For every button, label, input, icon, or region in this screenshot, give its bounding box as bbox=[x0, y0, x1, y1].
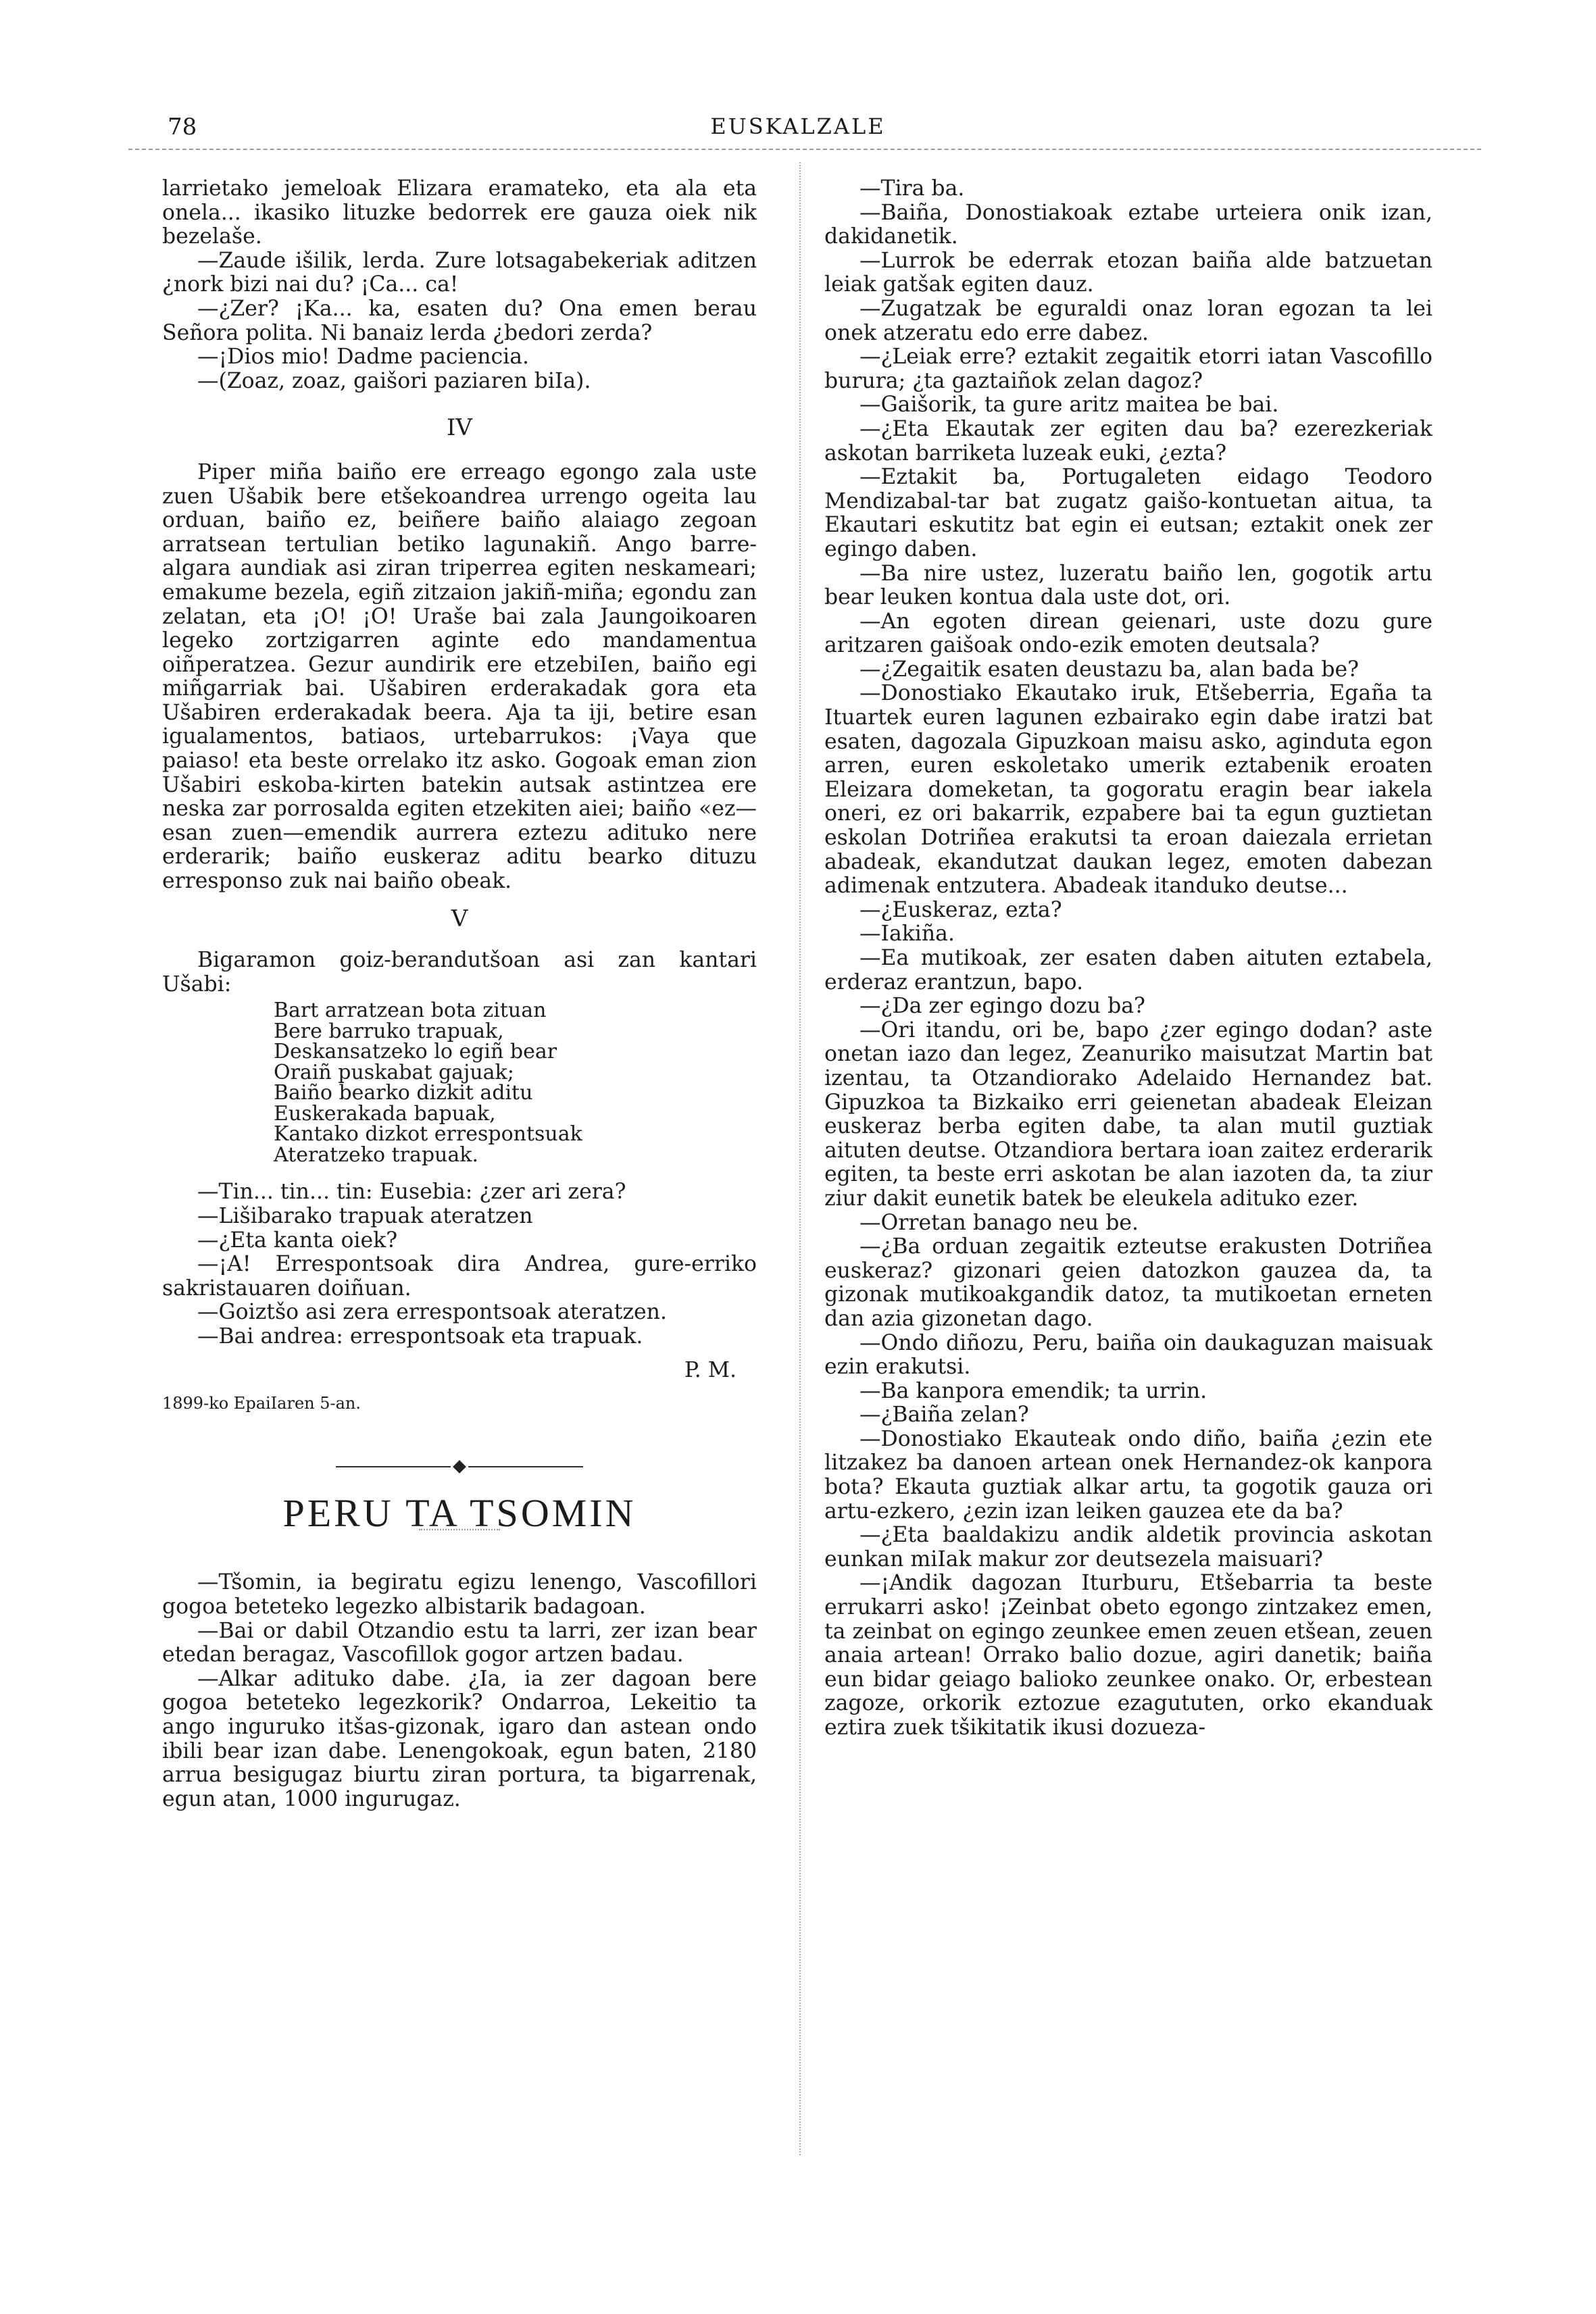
paragraph: —Tira ba. bbox=[859, 176, 965, 201]
poem-line: Kantako dizkot errespontsuak bbox=[274, 1122, 582, 1147]
paragraph: —Zaude išilik, lerda. Zure lotsagabekeriak aditzen ¿nork bizi nai du? ¡Ca... ca! bbox=[162, 248, 757, 297]
section-heading-v: V bbox=[451, 905, 468, 932]
signature: P. M. bbox=[684, 1357, 737, 1382]
paragraph: —¿Zegaitik esaten deustazu ba, alan bada be? bbox=[859, 657, 1360, 682]
running-title: EUSKALZALE bbox=[710, 114, 886, 139]
paragraph: —Donostiako Ekautako iruk, Etšeberria, Egaña ta Ituartek euren lagunen ezbairako egin dabe iratzi bat esaten, dagozala Gipuzkoan maisu asko, aginduta egon arren, euren eskoletako umerik eztabenik eroaten Eleizara domeketan, ta gogoratu eragin bear iakela oneri, ez ori bakarrik, ezpabere bai ta egun guztietan eskolan Dotriñea erakutsi ta eroan daiezala errietan abadeak, ekandutzat daukan legez, emoten dabezan adimenak entzutera. Abadeak itanduko deutse... bbox=[824, 681, 1432, 899]
poem-line: Baiño bearko dizkit aditu bbox=[274, 1081, 533, 1105]
paragraph: —Lurrok be ederrak etozan baiña alde batzuetan leiak gatšak egiten dauz. bbox=[824, 248, 1432, 297]
paragraph: —¡A! Errespontsoak dira Andrea, gure-erriko sakristauaren doiñuan. bbox=[162, 1252, 757, 1301]
paragraph: —¿Eta Ekautak zer egiten dau ba? ezerezkeriak askotan barriketa luzeak euki, ¿ezta? bbox=[824, 416, 1432, 466]
header-rule bbox=[128, 149, 1481, 150]
paragraph: Bigaramon goiz-berandutšoan asi zan kantari Ušabi: bbox=[162, 948, 757, 997]
section-heading-iv: IV bbox=[447, 414, 472, 442]
poem-line: Bart arratzean bota zituan bbox=[274, 999, 547, 1023]
paragraph: —Alkar adituko dabe. ¿Ia, ia zer dagoan bere gogoa beteteko legezkorik? Ondarroa, Lekeitio ta ango inguruko itšas-gizonak, igaro dan astean ondo ibili bear izan dabe. Lenengokoak, egun baten, 2180 arrua besigugaz biurtu ziran portura, ta bigarrenak, egun atan, 1000 ingurugaz. bbox=[162, 1666, 757, 1811]
paragraph: —An egoten direan geienari, uste dozu gure aritzaren gaišoak ondo-ezik emoten deutsala? bbox=[824, 609, 1432, 658]
paragraph: —Gaišorik, ta gure aritz maitea be bai. bbox=[859, 393, 1279, 418]
paragraph: —Baiña, Donostiakoak eztabe urteiera onik izan, dakidanetik. bbox=[824, 200, 1432, 249]
diamond-icon bbox=[453, 1460, 466, 1474]
dateline: 1899-ko EpaiIaren 5-an. bbox=[162, 1394, 361, 1413]
ornament-rule bbox=[468, 1466, 583, 1467]
poem-line: Deskansatzeko lo egiñ bear bbox=[274, 1040, 557, 1064]
paragraph: —Eztakit ba, Portugaleten eidago Teodoro Mendizabal-tar bat zugatz gaišo-kontuetan aitua, ta Ekautari eskutitz bat egin ei eutsan; eztakit onek zer egingo daben. bbox=[824, 465, 1432, 561]
paragraph: —Iakiña. bbox=[859, 922, 955, 947]
poem-line: Ateratzeko trapuak. bbox=[274, 1142, 478, 1167]
page-number: 78 bbox=[168, 114, 197, 141]
poem bbox=[274, 1001, 757, 1165]
paragraph: larrietako jemeloak Elizara eramateko, eta ala eta onela... ikasiko lituzke bedorrek ere gauza oiek nik bezelaše. bbox=[162, 176, 757, 249]
paragraph: Piper miña baiño ere erreago egongo zala uste zuen Ušabik bere etšekoandrea urrengo ogeita lau orduan, baiño ez, beiñere baiño alaiago zegoan arratsean tertulian betiko lagunakiñ. Ango barre-algara aundiak asi ziran triperrea egiten neskameari; emakume bezela, egiñ zitzaion jakiñ-miña; egondu zan zelatan, eta ¡O! ¡O! Uraše bai zala Jaungoikoaren legeko zortzigarren aginte edo mandamentua oiñperatzea. Gezur aundirik ere etzebiIen, baiño egi miñgarriak bai. Ušabiren erderakadak gora eta Ušabiren erderakadak beera. Aja ta iji, betire esan igualamentos, batiaos, urtebarrukos: ¡Vaya que paiaso! eta beste orrelako itz asko. Gogoak eman zion Ušabiri eskoba-kirten batekin autsak astintzea ere neska zar porrosalda egiten etzekiten aiei; baiño «ez—esan zuen—emendik aurrera eztezu adituko nere erderarik; baiño euskeraz aditu bearko dituzu erresponso zuk nai baiño obeak. bbox=[162, 459, 757, 894]
ornament-rule bbox=[336, 1466, 451, 1467]
paragraph: —Bai or dabil Otzandio estu ta larri, zer izan bear etedan beragaz, Vascofillok gogor artzen badau. bbox=[162, 1618, 757, 1667]
poem-line: Oraiñ puskabat gajuak; bbox=[274, 1060, 514, 1084]
paragraph: —Goiztšo asi zera errespontsoak ateratzen. bbox=[197, 1300, 667, 1325]
poem-line: Euskerakada bapuak, bbox=[274, 1101, 496, 1126]
paragraph: —Ea mutikoak, zer esaten daben aituten eztabela, erderaz erantzun, bapo. bbox=[824, 946, 1432, 995]
story-title: PERU TA TSOMIN bbox=[282, 1490, 637, 1535]
ornament-divider bbox=[162, 1462, 757, 1472]
paragraph: —¿Leiak erre? eztakit zegaitik etorri iatan Vascofillo burura; ¿ta gaztaiñok zelan dagoz? bbox=[824, 345, 1432, 393]
paragraph: —¿Ba orduan zegaitik ezteutse erakusten Dotriñea euskeraz? gizonari geien datozkon gauzea da, ta gizonak mutikoakgandik datoz, ta mutikoetan erneten dan azia gizonetan dago. bbox=[824, 1234, 1432, 1331]
paragraph: —Ba nire ustez, luzeratu baiño len, gogotik artu bear leuken kontua dala uste dot, ori. bbox=[824, 561, 1432, 610]
paragraph: —¿Da zer egingo dozu ba? bbox=[859, 994, 1145, 1019]
paragraph: —¿Eta kanta oiek? bbox=[197, 1228, 398, 1253]
paragraph: —Zugatzak be eguraldi onaz loran egozan ta lei onek atzeratu edo erre dabez. bbox=[824, 296, 1432, 345]
paragraph: —Tin... tin... tin: Eusebia: ¿zer ari zera? bbox=[197, 1180, 626, 1205]
paragraph: —Lišibarako trapuak ateratzen bbox=[197, 1204, 533, 1228]
poem-line: Bere barruko trapuak, bbox=[274, 1019, 504, 1043]
paragraph: —¿Euskeraz, ezta? bbox=[859, 897, 1062, 922]
paragraph: —Ori itandu, ori be, bapo ¿zer egingo dodan? aste onetan iazo dan legez, Zeanuriko maisutzat Martin bat izentau, ta Otzandiorako Adelaido Hernandez bat. Gipuzkoa ta Bizkaiko erri geienetan abadeak Eleizan euskeraz berba egiten dabe, ta alan mutil guztiak aituten deutse. Otzandiora bertara ioan zaitez erderarik egiten, ta beste erri askotan be alan iazoten da, ta ziur ziur dakit eunetik batek be eleukela adituko ezer. bbox=[824, 1017, 1432, 1211]
paragraph: —¿Baiña zelan? bbox=[859, 1403, 1029, 1428]
paragraph: —Ondo diñozu, Peru, baiña oin daukaguzan maisuak ezin erakutsi. bbox=[824, 1330, 1432, 1380]
paragraph: —Tšomin, ia begiratu egizu lenengo, Vascofillori gogoa beteteko legezko albistarik badagoan. bbox=[162, 1570, 757, 1619]
paragraph: —Ba kanpora emendik; ta urrin. bbox=[859, 1378, 1207, 1403]
paragraph: —¿Zer? ¡Ka... ka, esaten du? Ona emen berau Señora polita. Ni banaiz lerda ¿bedori zerda? bbox=[162, 296, 757, 345]
paragraph: —Orretan banago neu be. bbox=[859, 1210, 1139, 1235]
right-column bbox=[824, 177, 1432, 1740]
column-divider bbox=[799, 162, 801, 2155]
left-column bbox=[162, 177, 757, 1811]
paragraph: —Donostiako Ekauteak ondo diño, baiña ¿ezin ete litzakez ba danoen artean onek Hernandez-ok kanpora bota? Ekauta guztiak alkar artu, ta gogotik gauza ori artu-ezkero, ¿ezin izan leiken gauzea ete da ba? bbox=[824, 1426, 1432, 1524]
paragraph: —¡Andik dagozan Iturburu, Etšebarria ta beste errukarri asko! ¡Zeinbat obeto egongo zintzakez emen, ta zeinbat on egingo zeunkee emen zeuen etšean, zeuen anaia artean! Orrako balio dozue, agiri danetik; baiña eun bidar geiago balioko zeunkee onako. Or, erbestean zagoze, orkorik eztozue ezagututen, orko ekanduak eztira zuek tšikitatik ikusi dozueza- bbox=[824, 1571, 1433, 1740]
paragraph: —¿Eta baaldakizu andik aldetik provincia askotan eunkan miIak makur zor deutsezela maisuari? bbox=[824, 1523, 1432, 1571]
paragraph: —(Zoaz, zoaz, gaišori paziaren biIa). bbox=[197, 368, 591, 393]
paragraph: —Bai andrea: errespontsoak eta trapuak. bbox=[197, 1324, 643, 1349]
paragraph: —¡Dios mio! Dadme paciencia. bbox=[197, 345, 530, 370]
